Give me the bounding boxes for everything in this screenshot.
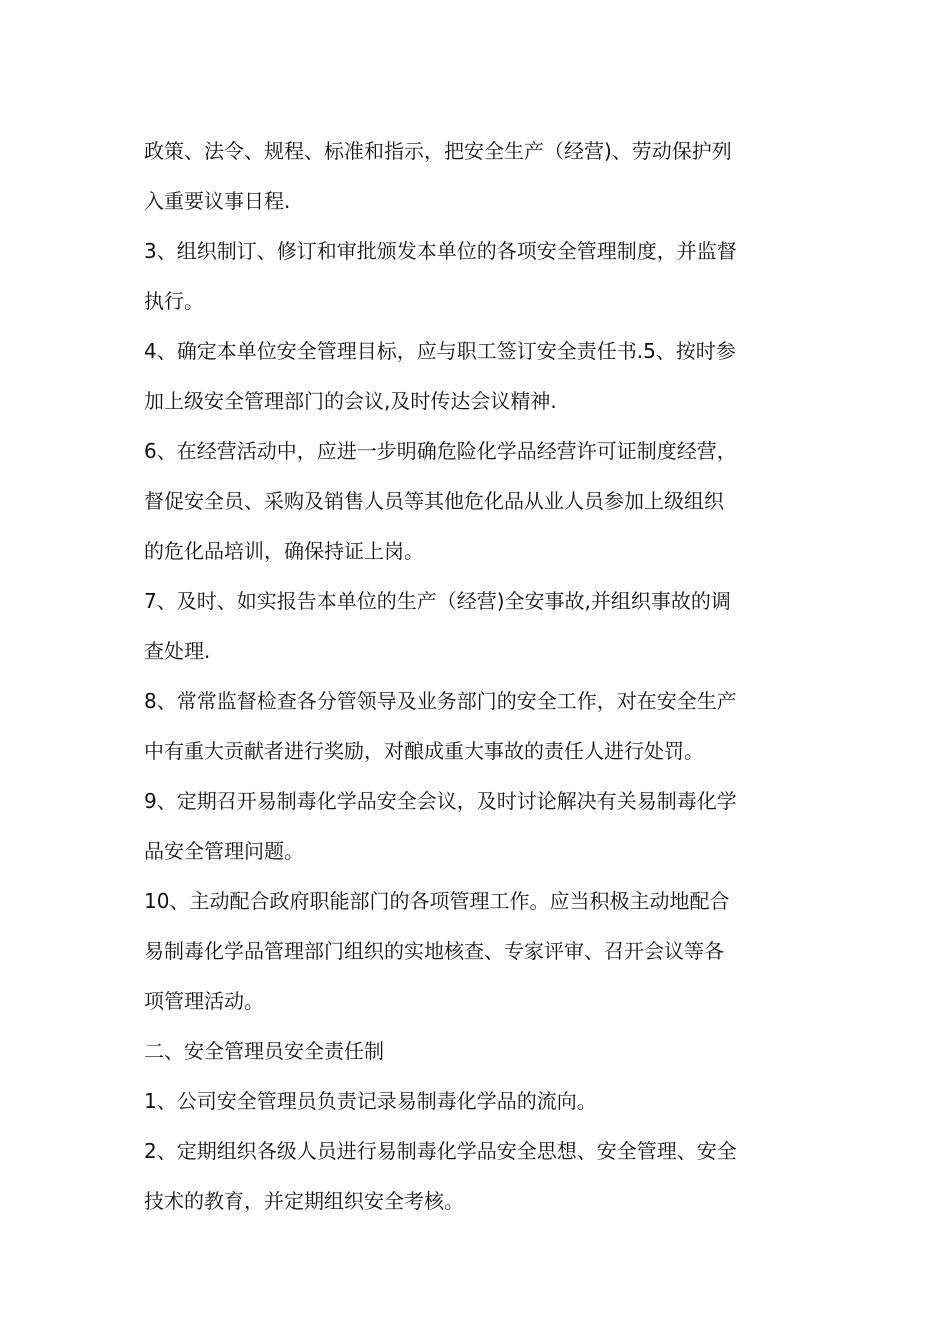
text-line: 技术的教育，并定期组织安全考核。 <box>144 1189 464 1213</box>
text-line: 3、组织制订、修订和审批颁发本单位的各项安全管理制度，并监督 <box>144 239 737 263</box>
text-line: 督促安全员、采购及销售人员等其他危化品从业人员参加上级组织 <box>144 489 724 513</box>
text-line: 8、常常监督检查各分管领导及业务部门的安全工作，对在安全生产 <box>144 689 737 713</box>
text-line: 入重要议事日程. <box>144 189 291 213</box>
text-line: 查处理. <box>144 639 211 663</box>
text-line: 7、及时、如实报告本单位的生产（经营)全安事故,并组织事故的调 <box>144 589 731 613</box>
text-line: 的危化品培训，确保持证上岗。 <box>144 539 424 563</box>
text-line: 1、公司安全管理员负责记录易制毒化学品的流向。 <box>144 1089 597 1113</box>
text-line: 10、主动配合政府职能部门的各项管理工作。应当积极主动地配合 <box>144 889 730 913</box>
text-line: 加上级安全管理部门的会议,及时传达会议精神. <box>144 389 557 413</box>
text-line: 易制毒化学品管理部门组织的实地核查、专家评审、召开会议等各 <box>144 939 724 963</box>
document-body <box>144 126 810 1226</box>
text-line: 项管理活动。 <box>144 989 264 1013</box>
text-line: 执行。 <box>144 289 204 313</box>
text-line: 政策、法令、规程、标准和指示，把安全生产（经营)、劳动保护列 <box>144 139 732 163</box>
text-line: 9、定期召开易制毒化学品安全会议，及时讨论解决有关易制毒化学 <box>144 789 737 813</box>
text-line: 6、在经营活动中，应进一步明确危险化学品经营许可证制度经营， <box>144 439 737 463</box>
text-line: 2、定期组织各级人员进行易制毒化学品安全思想、安全管理、安全 <box>144 1139 737 1163</box>
section-heading: 二、安全管理员安全责任制 <box>144 1039 384 1063</box>
text-line: 中有重大贡献者进行奖励，对酿成重大事故的责任人进行处罚。 <box>144 739 704 763</box>
text-line: 品安全管理问题。 <box>144 839 304 863</box>
text-line: 4、确定本单位安全管理目标，应与职工签订安全责任书.5、按时参 <box>144 339 736 363</box>
